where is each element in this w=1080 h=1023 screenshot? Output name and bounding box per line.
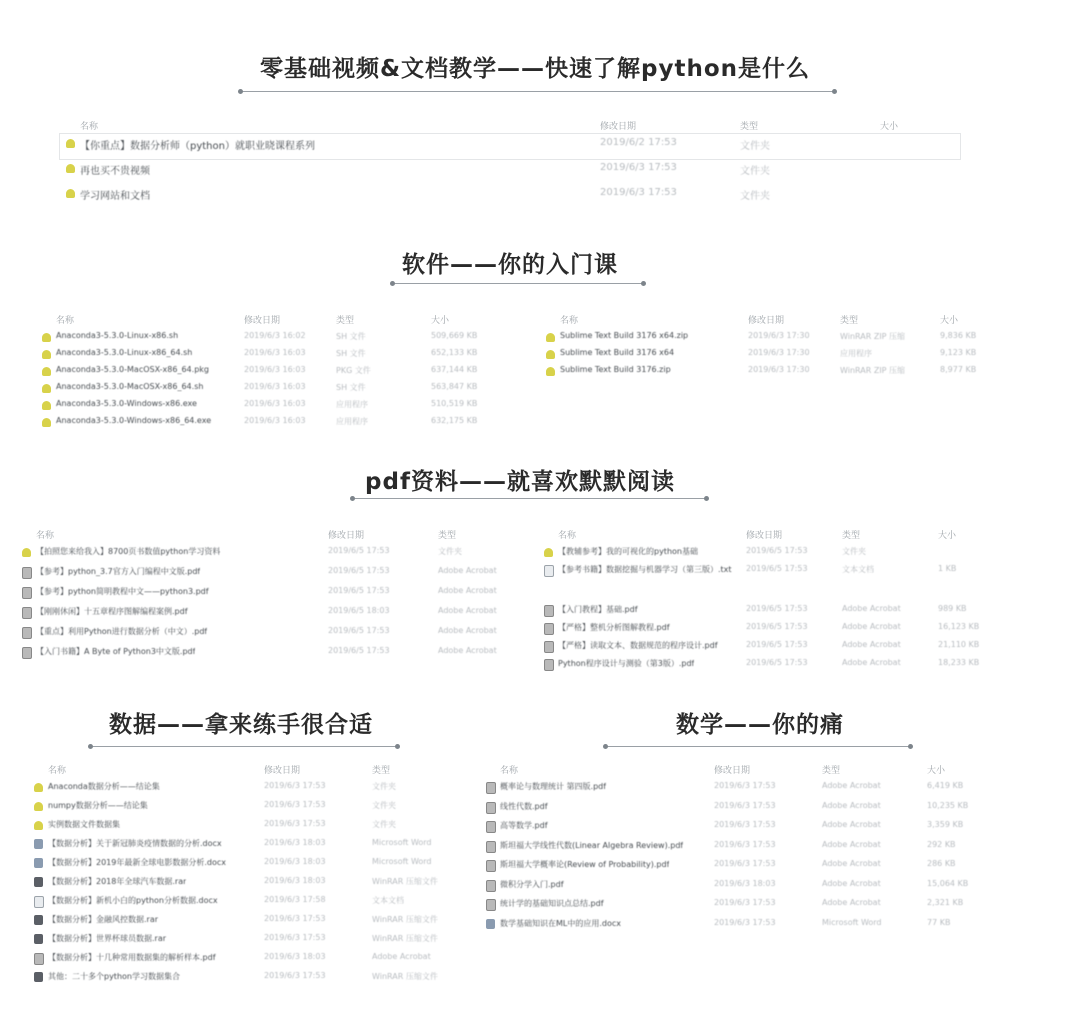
- file-date: 2019/6/5 17:53: [328, 546, 390, 555]
- file-name: 斯坦福大学概率论(Review of Probability).pdf: [500, 860, 670, 869]
- file-row[interactable]: [540, 345, 990, 362]
- file-date: 2019/6/5 17:53: [746, 640, 808, 649]
- file-name: 【参考】python_3.7官方入门编程中文版.pdf: [36, 567, 201, 576]
- file-type: 应用程序: [336, 400, 368, 409]
- file-type: Adobe Acrobat: [822, 839, 881, 849]
- folder-icon: [42, 350, 51, 359]
- file-date: 2019/6/3 17:53: [264, 914, 326, 923]
- file-date: 2019/6/5 17:53: [328, 566, 390, 575]
- folder-icon: [42, 384, 51, 393]
- section-underline-intro: [240, 91, 835, 92]
- file-date: 2019/6/3 16:03: [244, 399, 306, 408]
- doc-icon: [34, 858, 43, 868]
- file-name: 【刚刚休闲】十五章程序图解编程案例.pdf: [36, 607, 188, 616]
- folder-icon: [546, 350, 555, 359]
- column-header[interactable]: 大小: [927, 766, 946, 776]
- section-underline-math: [605, 746, 911, 747]
- pdf-icon: [544, 641, 554, 653]
- column-header[interactable]: 大小: [938, 531, 957, 541]
- file-name: 【拍照您来给我入】8700页书数值python学习资料: [36, 547, 221, 556]
- file-row[interactable]: [482, 817, 992, 837]
- file-type: Adobe Acrobat: [822, 859, 881, 868]
- file-row[interactable]: [482, 778, 992, 798]
- file-list-software-left: [36, 310, 506, 430]
- file-row[interactable]: [540, 328, 990, 345]
- file-list-data: [32, 760, 472, 987]
- file-name: 【入门教程】基础.pdf: [558, 605, 638, 614]
- file-icon: [34, 896, 44, 908]
- section-underline-pdf: [352, 498, 707, 499]
- file-row[interactable]: [36, 413, 506, 430]
- column-header[interactable]: 类型: [336, 316, 355, 326]
- column-header[interactable]: 类型: [372, 766, 391, 776]
- file-date: 2019/6/5 17:53: [746, 564, 808, 573]
- file-row[interactable]: [60, 134, 960, 159]
- column-header[interactable]: 名称: [48, 766, 67, 776]
- section-title-data: 数据——拿来练手很合适: [109, 712, 373, 738]
- file-name: 斯坦福大学线性代数(Linear Algebra Review).pdf: [500, 840, 684, 850]
- column-header[interactable]: 大小: [431, 316, 450, 326]
- file-size: 21,110 KB: [938, 640, 980, 649]
- file-date: 2019/6/3 18:03: [714, 878, 776, 888]
- file-row[interactable]: [32, 968, 472, 987]
- file-list-intro: [60, 116, 960, 209]
- section-title-intro: 零基础视频&文档教学——快速了解python是什么: [259, 56, 811, 82]
- file-date: 2019/6/3 17:53: [714, 917, 776, 927]
- file-size: 15,064 KB: [927, 878, 969, 888]
- file-type: SH 文件: [336, 383, 366, 392]
- file-date: 2019/6/3 18:03: [264, 838, 326, 847]
- column-header[interactable]: 修改日期: [746, 531, 783, 541]
- column-header[interactable]: 大小: [880, 122, 899, 132]
- file-date: 2019/6/5 17:53: [328, 646, 390, 655]
- file-row[interactable]: [32, 949, 472, 968]
- file-size: 509,669 KB: [431, 331, 478, 340]
- file-row[interactable]: [482, 876, 992, 896]
- column-header-row: [60, 116, 960, 134]
- column-header[interactable]: 大小: [940, 316, 959, 326]
- pdf-icon: [22, 647, 32, 659]
- file-row[interactable]: [32, 835, 472, 854]
- section-underline-data: [90, 746, 398, 747]
- file-row[interactable]: [482, 837, 992, 857]
- file-name: 【数据分析】关于新冠肺炎疫情数据的分析.docx: [48, 839, 222, 848]
- rar-icon: [34, 915, 43, 925]
- file-type: 文件夹: [740, 141, 770, 152]
- file-row[interactable]: [482, 856, 992, 876]
- file-row[interactable]: [538, 637, 990, 655]
- doc-icon: [486, 919, 495, 929]
- file-date: 2019/6/3 16:03: [244, 416, 306, 425]
- file-size: 510,519 KB: [431, 399, 478, 408]
- file-name: Python程序设计与测验（第3版）.pdf: [558, 659, 695, 668]
- pdf-icon: [486, 860, 496, 872]
- file-date: 2019/6/3 17:53: [714, 859, 776, 868]
- file-date: 2019/6/3 17:53: [264, 819, 326, 828]
- file-date: 2019/6/3 17:30: [748, 365, 810, 374]
- file-type: Adobe Acrobat: [438, 626, 497, 635]
- file-name: numpy数据分析——结论集: [48, 801, 148, 810]
- file-type: Microsoft Word: [372, 857, 432, 866]
- file-date: 2019/6/5 17:53: [746, 546, 808, 555]
- file-type: WinRAR ZIP 压缩: [840, 366, 906, 375]
- file-type: WinRAR 压缩文件: [372, 934, 438, 943]
- folder-icon: [546, 333, 555, 342]
- column-header[interactable]: 名称: [56, 316, 75, 326]
- file-type: Adobe Acrobat: [438, 606, 497, 615]
- file-type: Adobe Acrobat: [822, 781, 881, 790]
- column-header-row: [482, 760, 992, 778]
- file-date: 2019/6/5 17:53: [328, 586, 390, 595]
- file-name: 统计学的基础知识点总结.pdf: [500, 899, 604, 908]
- file-size: 77 KB: [927, 917, 951, 927]
- pdf-icon: [544, 623, 554, 635]
- file-row[interactable]: [60, 184, 960, 209]
- file-type: 文件夹: [372, 820, 396, 829]
- column-header[interactable]: 修改日期: [600, 122, 637, 132]
- folder-icon: [22, 548, 31, 557]
- file-type: 文件夹: [740, 191, 770, 202]
- file-name: 【入门书籍】A Byte of Python3中文版.pdf: [36, 647, 196, 656]
- file-type: 应用程序: [336, 417, 368, 426]
- file-name: 【严格】整机分析图解教程.pdf: [558, 623, 670, 632]
- file-row[interactable]: [538, 601, 990, 619]
- column-header[interactable]: 修改日期: [264, 766, 301, 776]
- file-name: Anaconda3-5.3.0-Windows-x86_64.exe: [56, 416, 212, 425]
- file-size: 292 KB: [927, 839, 956, 849]
- file-type: 文件夹: [740, 166, 770, 177]
- file-row[interactable]: [538, 619, 990, 637]
- file-date: 2019/6/3 17:53: [600, 187, 677, 198]
- file-date: 2019/6/3 17:53: [264, 933, 326, 942]
- folder-icon: [34, 783, 43, 792]
- file-name: 【数据分析】2018年全球汽车数据.rar: [48, 877, 187, 886]
- file-type: Adobe Acrobat: [438, 566, 497, 575]
- file-date: 2019/6/3 17:53: [714, 839, 776, 849]
- file-row[interactable]: [32, 816, 472, 835]
- file-date: 2019/6/3 17:53: [714, 820, 776, 829]
- file-name: 数学基础知识在ML中的应用.docx: [500, 918, 622, 928]
- file-size: 10,235 KB: [927, 800, 969, 810]
- pdf-icon: [544, 605, 554, 617]
- file-type: Microsoft Word: [822, 917, 882, 927]
- file-name: 【数据分析】2019年最新全球电影数据分析.docx: [48, 858, 227, 867]
- column-header-row: [538, 525, 990, 543]
- file-name: 概率论与数理统计 第四版.pdf: [500, 782, 607, 791]
- file-name: Anaconda3-5.3.0-Linux-x86.sh: [56, 331, 179, 340]
- file-date: 2019/6/3 17:53: [264, 781, 326, 790]
- file-type: 文件夹: [372, 782, 396, 791]
- file-date: 2019/6/3 18:03: [264, 876, 326, 885]
- file-row[interactable]: [32, 873, 472, 892]
- file-name: 【数据分析】金融风控数据.rar: [48, 915, 159, 924]
- column-header-row: [32, 760, 472, 778]
- file-date: 2019/6/5 17:53: [746, 604, 808, 613]
- column-header[interactable]: 类型: [740, 122, 759, 132]
- file-date: 2019/6/5 17:53: [746, 622, 808, 631]
- file-name: 【你重点】数据分析师（python）就职业晓课程系列: [80, 141, 315, 152]
- file-row[interactable]: [36, 379, 506, 396]
- pdf-icon: [486, 821, 496, 833]
- file-list-math: [482, 760, 992, 934]
- file-date: 2019/6/5 18:03: [328, 606, 390, 615]
- file-name: 【参考书籍】数据挖掘与机器学习（第三版）.txt: [558, 565, 732, 574]
- pdf-icon: [486, 899, 496, 911]
- file-date: 2019/6/3 18:03: [264, 857, 326, 866]
- file-size: 2,321 KB: [927, 898, 964, 907]
- file-date: 2019/6/3 16:03: [244, 382, 306, 391]
- folder-icon: [66, 164, 75, 173]
- file-type: Adobe Acrobat: [842, 658, 901, 667]
- file-row[interactable]: [538, 561, 990, 579]
- column-header[interactable]: 名称: [560, 316, 579, 326]
- file-type: Adobe Acrobat: [372, 952, 431, 961]
- file-type: PKG 文件: [336, 366, 371, 375]
- file-row[interactable]: [16, 563, 526, 583]
- file-type: Adobe Acrobat: [822, 820, 881, 829]
- file-row[interactable]: [16, 543, 526, 563]
- file-type: Adobe Acrobat: [438, 586, 497, 595]
- file-row[interactable]: [482, 798, 992, 818]
- file-size: 9,123 KB: [940, 348, 977, 357]
- column-header[interactable]: 类型: [842, 531, 861, 541]
- file-date: 2019/6/3 17:53: [714, 781, 776, 790]
- file-type: WinRAR 压缩文件: [372, 877, 438, 886]
- file-name: 高等数学.pdf: [500, 821, 548, 830]
- file-name: 其他：二十多个python学习数据集合: [48, 972, 180, 981]
- file-name: 【严格】读取文本、数据规范的程序设计.pdf: [558, 641, 718, 650]
- file-name: 实例数据文件数据集: [48, 820, 120, 829]
- pdf-icon: [486, 841, 496, 853]
- file-size: 989 KB: [938, 604, 967, 613]
- file-name: 学习网站和文档: [80, 191, 150, 202]
- file-row[interactable]: [36, 345, 506, 362]
- file-type: Microsoft Word: [372, 838, 432, 847]
- file-row[interactable]: [538, 543, 990, 561]
- file-date: 2019/6/3 17:53: [264, 971, 326, 980]
- column-header[interactable]: 类型: [840, 316, 859, 326]
- file-type: 文本文档: [372, 896, 404, 905]
- file-row[interactable]: [482, 895, 992, 915]
- pdf-icon: [22, 567, 32, 579]
- pdf-icon: [486, 880, 496, 892]
- file-size: 9,836 KB: [940, 331, 977, 340]
- file-type: 文件夹: [372, 801, 396, 810]
- file-list-pdf-left: [16, 525, 526, 663]
- pdf-icon: [22, 587, 32, 599]
- file-name: Sublime Text Build 3176 x64.zip: [560, 331, 689, 340]
- folder-icon: [66, 189, 75, 198]
- file-date: 2019/6/3 17:53: [714, 800, 776, 810]
- file-name: Anaconda3-5.3.0-Linux-x86_64.sh: [56, 348, 193, 357]
- rar-icon: [34, 972, 43, 982]
- file-type: Adobe Acrobat: [842, 640, 901, 649]
- file-date: 2019/6/3 17:53: [600, 162, 677, 173]
- pdf-icon: [486, 782, 496, 794]
- section-title-software: 软件——你的入门课: [402, 252, 618, 278]
- file-row[interactable]: [36, 396, 506, 413]
- column-header-row: [36, 310, 506, 328]
- column-header[interactable]: 修改日期: [244, 316, 281, 326]
- folder-icon: [66, 139, 75, 148]
- column-header[interactable]: 名称: [500, 766, 519, 776]
- file-date: 2019/6/5 17:53: [746, 658, 808, 667]
- file-type: WinRAR 压缩文件: [372, 915, 438, 924]
- file-name: Sublime Text Build 3176 x64: [560, 348, 675, 357]
- file-row[interactable]: [36, 328, 506, 345]
- file-size: 563,847 KB: [431, 382, 478, 391]
- file-type: 文本文档: [842, 565, 874, 574]
- file-row[interactable]: [482, 915, 992, 935]
- rar-icon: [34, 877, 43, 887]
- file-name: Anaconda3-5.3.0-MacOSX-x86_64.sh: [56, 382, 204, 391]
- file-date: 2019/6/3 16:02: [244, 331, 306, 340]
- file-row[interactable]: [32, 854, 472, 873]
- file-date: 2019/6/2 17:53: [600, 137, 677, 148]
- file-row[interactable]: [32, 911, 472, 930]
- file-list-pdf-right: [538, 525, 990, 673]
- file-name: Anaconda数据分析——结论集: [48, 782, 160, 791]
- file-row[interactable]: [32, 930, 472, 949]
- pdf-icon: [34, 953, 44, 965]
- file-type: 应用程序: [840, 349, 872, 358]
- file-row[interactable]: [16, 583, 526, 603]
- column-header[interactable]: 类型: [822, 766, 841, 776]
- column-header-row: [540, 310, 990, 328]
- section-title-pdf: pdf资料——就喜欢默默阅读: [365, 469, 675, 495]
- file-type: Adobe Acrobat: [438, 646, 497, 655]
- file-name: Anaconda3-5.3.0-MacOSX-x86_64.pkg: [56, 365, 209, 374]
- file-name: 【重点】利用Python进行数据分析（中文）.pdf: [36, 627, 208, 636]
- section-underline-software: [392, 283, 644, 284]
- file-type: 文件夹: [438, 547, 462, 556]
- column-header[interactable]: 名称: [558, 531, 577, 541]
- file-date: 2019/6/3 17:30: [748, 348, 810, 357]
- file-type: WinRAR 压缩文件: [372, 972, 438, 981]
- column-header-row: [16, 525, 526, 543]
- file-size: 286 KB: [927, 859, 956, 868]
- file-type: SH 文件: [336, 349, 366, 358]
- doc-icon: [34, 839, 43, 849]
- pdf-icon: [22, 627, 32, 639]
- pdf-icon: [22, 607, 32, 619]
- file-size: 6,419 KB: [927, 781, 964, 790]
- file-type: 文件夹: [842, 547, 866, 556]
- file-name: 【数据分析】十几种常用数据集的解析样本.pdf: [48, 953, 216, 962]
- file-row[interactable]: [60, 159, 960, 184]
- file-name: 【参考】python简明教程中文——python3.pdf: [36, 587, 209, 596]
- file-row[interactable]: [16, 603, 526, 623]
- file-row[interactable]: [16, 623, 526, 643]
- file-row[interactable]: [32, 892, 472, 911]
- file-type: Adobe Acrobat: [842, 622, 901, 631]
- file-list-software-right: [540, 310, 990, 379]
- column-header[interactable]: 修改日期: [714, 766, 751, 776]
- file-date: 2019/6/5 17:53: [328, 626, 390, 635]
- file-name: 微积分学入门.pdf: [500, 879, 564, 889]
- column-header[interactable]: 修改日期: [748, 316, 785, 326]
- folder-icon: [42, 367, 51, 376]
- file-name: 【数据分析】新机小白的python分析数据.docx: [48, 896, 218, 905]
- folder-icon: [42, 418, 51, 427]
- file-name: 【数据分析】世界杯球员数据.rar: [48, 934, 167, 943]
- folder-icon: [34, 821, 43, 830]
- file-size: 652,133 KB: [431, 348, 478, 357]
- file-type: Adobe Acrobat: [822, 898, 881, 907]
- file-date: 2019/6/3 16:03: [244, 365, 306, 374]
- file-size: 632,175 KB: [431, 416, 478, 425]
- folder-icon: [546, 367, 555, 376]
- file-size: 1 KB: [938, 564, 957, 573]
- file-date: 2019/6/3 17:30: [748, 331, 810, 340]
- file-date: 2019/6/3 17:53: [714, 898, 776, 907]
- file-icon: [544, 565, 554, 577]
- folder-icon: [42, 401, 51, 410]
- file-name: 【教辅参考】我的可视化的python基础: [558, 547, 698, 556]
- file-type: WinRAR ZIP 压缩: [840, 332, 906, 341]
- file-name: Sublime Text Build 3176.zip: [560, 365, 671, 374]
- folder-icon: [34, 802, 43, 811]
- column-header[interactable]: 类型: [438, 531, 457, 541]
- pdf-icon: [486, 802, 496, 814]
- file-row[interactable]: [538, 655, 990, 673]
- section-title-math: 数学——你的痛: [676, 712, 844, 738]
- file-size: 16,123 KB: [938, 622, 980, 631]
- file-size: 8,977 KB: [940, 365, 977, 374]
- file-size: 637,144 KB: [431, 365, 478, 374]
- column-header[interactable]: 修改日期: [328, 531, 365, 541]
- file-row[interactable]: [540, 362, 990, 379]
- file-date: 2019/6/3 17:58: [264, 895, 326, 904]
- file-type: Adobe Acrobat: [842, 604, 901, 613]
- rar-icon: [34, 934, 43, 944]
- file-type: Adobe Acrobat: [822, 878, 881, 888]
- folder-icon: [544, 548, 553, 557]
- file-row[interactable]: [32, 797, 472, 816]
- file-row[interactable]: [32, 778, 472, 797]
- file-size: 18,233 KB: [938, 658, 980, 667]
- file-date: 2019/6/3 16:03: [244, 348, 306, 357]
- column-header[interactable]: 名称: [36, 531, 55, 541]
- file-date: 2019/6/3 17:53: [264, 800, 326, 809]
- column-header[interactable]: 名称: [80, 122, 99, 132]
- file-date: 2019/6/3 18:03: [264, 952, 326, 961]
- file-size: 3,359 KB: [927, 820, 964, 829]
- pdf-icon: [544, 659, 554, 671]
- file-name: Anaconda3-5.3.0-Windows-x86.exe: [56, 399, 197, 408]
- file-row[interactable]: [16, 643, 526, 663]
- file-type: SH 文件: [336, 332, 366, 341]
- folder-icon: [42, 333, 51, 342]
- file-row[interactable]: [36, 362, 506, 379]
- file-name: 线性代数.pdf: [500, 801, 548, 811]
- file-name: 再也买不贵视频: [80, 166, 150, 177]
- file-type: Adobe Acrobat: [822, 800, 881, 810]
